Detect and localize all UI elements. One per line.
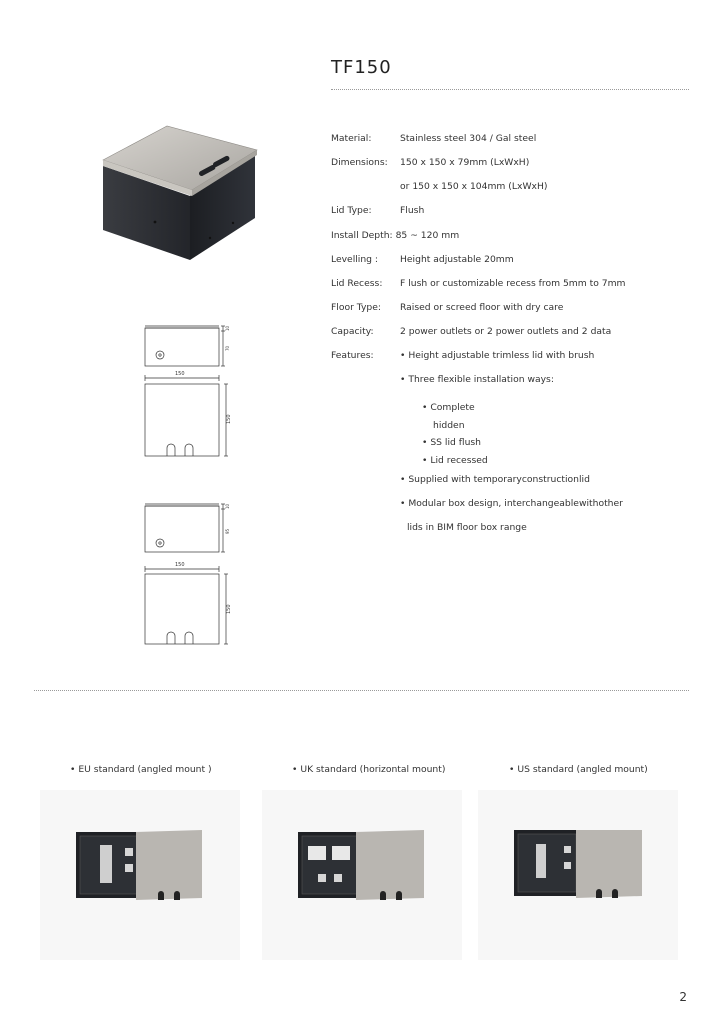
feature-modular-line2: lids in BIM floor box range [407, 522, 527, 533]
spec-row-lid-type: Lid Type: Flush [331, 205, 425, 216]
spec-row-install-depth: Install Depth: 85 ~ 120 mm [331, 230, 460, 241]
us-standard-photo [478, 790, 678, 960]
eu-standard-photo [40, 790, 240, 960]
spec-row-levelling: Levelling : Height adjustable 20mm [331, 254, 514, 265]
drawing1-lid-height-label: 10 [225, 325, 230, 331]
drawing2-body-height-label: 95 [225, 528, 230, 534]
uk-standard-caption: • UK standard (horizontal mount) [292, 764, 446, 775]
spec-row-floor-type: Floor Type: Raised or screed floor with dry care [331, 302, 564, 313]
spec-row-dimensions: Dimensions: 150 x 150 x 79mm (LxWxH) [331, 157, 530, 168]
product-title: TF150 [331, 57, 392, 78]
install-way-lid-recessed: • Lid recessed [422, 455, 488, 466]
technical-drawing-79mm [135, 318, 245, 468]
us-standard-caption: • US standard (angled mount) [509, 764, 648, 775]
drawing2-lid-height-label: 10 [225, 503, 230, 509]
drawing1-body-height-label: 70 [225, 345, 230, 351]
drawing1-height-label: 150 [226, 414, 232, 424]
uk-standard-photo [262, 790, 462, 960]
spec-row-dimensions-alt: or 150 x 150 x 104mm (LxWxH) [400, 181, 548, 192]
spec-row-features: Features: • Height adjustable trimless lid with brush [331, 350, 595, 361]
install-way-complete: • Complete [422, 402, 475, 413]
page-number: 2 [679, 990, 687, 1004]
product-box-image [95, 118, 265, 266]
feature-supplied-lid: • Supplied with temporaryconstructionlid [400, 474, 590, 485]
feature-modular-line1: • Modular box design, interchangeablewithother [400, 498, 623, 509]
spec-row-material: Material: Stainless steel 304 / Gal steel [331, 133, 537, 144]
install-way-hidden: hidden [433, 420, 465, 431]
drawing1-width-label: 150 [175, 371, 185, 377]
install-way-ss-lid-flush: • SS lid flush [422, 437, 482, 448]
technical-drawing-104mm [135, 496, 245, 651]
drawing2-height-label: 150 [226, 604, 232, 614]
drawing2-width-label: 150 [175, 562, 185, 568]
title-divider [331, 89, 689, 90]
spec-row-lid-recess: Lid Recess: F lush or customizable recess from 5mm to 7mm [331, 278, 626, 289]
feature-install-ways: • Three flexible installation ways: [400, 374, 554, 385]
eu-standard-caption: • EU standard (angled mount ) [70, 764, 212, 775]
spec-row-capacity: Capacity: 2 power outlets or 2 power outlets and 2 data [331, 326, 612, 337]
section-divider [34, 690, 689, 691]
